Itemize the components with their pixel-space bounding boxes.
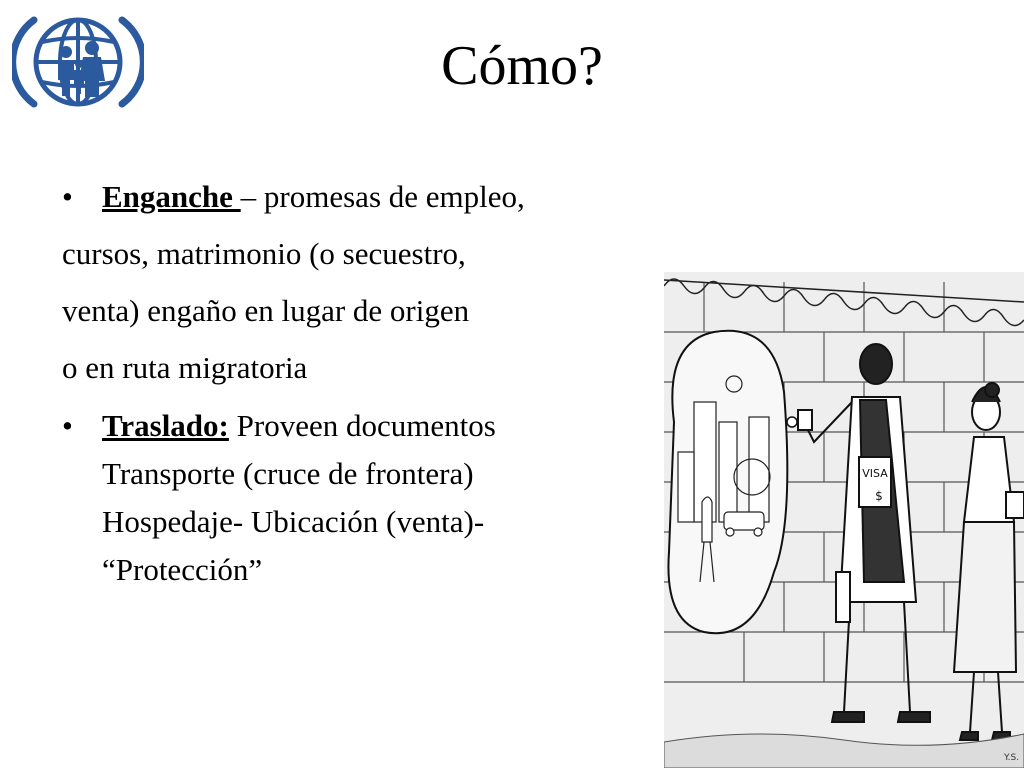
slide-body	[62, 168, 662, 594]
bullet-dot: •	[62, 408, 73, 443]
cartoon-illustration	[664, 272, 1024, 768]
text-line: o en ruta migratoria	[62, 350, 308, 385]
money-symbol: $	[875, 489, 883, 503]
visa-sign-label: VISA	[862, 467, 888, 480]
bullet-text: Proveen documentos	[228, 408, 496, 443]
text-line: Transporte (cruce de frontera)	[102, 456, 474, 491]
artist-signature: Y.S.	[1004, 753, 1020, 763]
text-line: Hospedaje- Ubicación (venta)-	[102, 504, 485, 539]
bullet-traslado	[62, 402, 662, 594]
text-line: venta) engaño en lugar de origen	[62, 293, 470, 328]
bullet-text: – promesas de empleo,	[240, 179, 525, 214]
text-line: “Protección”	[102, 552, 263, 587]
bullet-dot: •	[62, 179, 73, 214]
bullet-enganche	[62, 168, 662, 225]
text-line: cursos, matrimonio (o secuestro,	[62, 236, 466, 271]
term-traslado: Traslado:	[102, 408, 229, 443]
term-enganche: Enganche	[102, 179, 241, 214]
slide-title: Cómo?	[441, 35, 603, 97]
